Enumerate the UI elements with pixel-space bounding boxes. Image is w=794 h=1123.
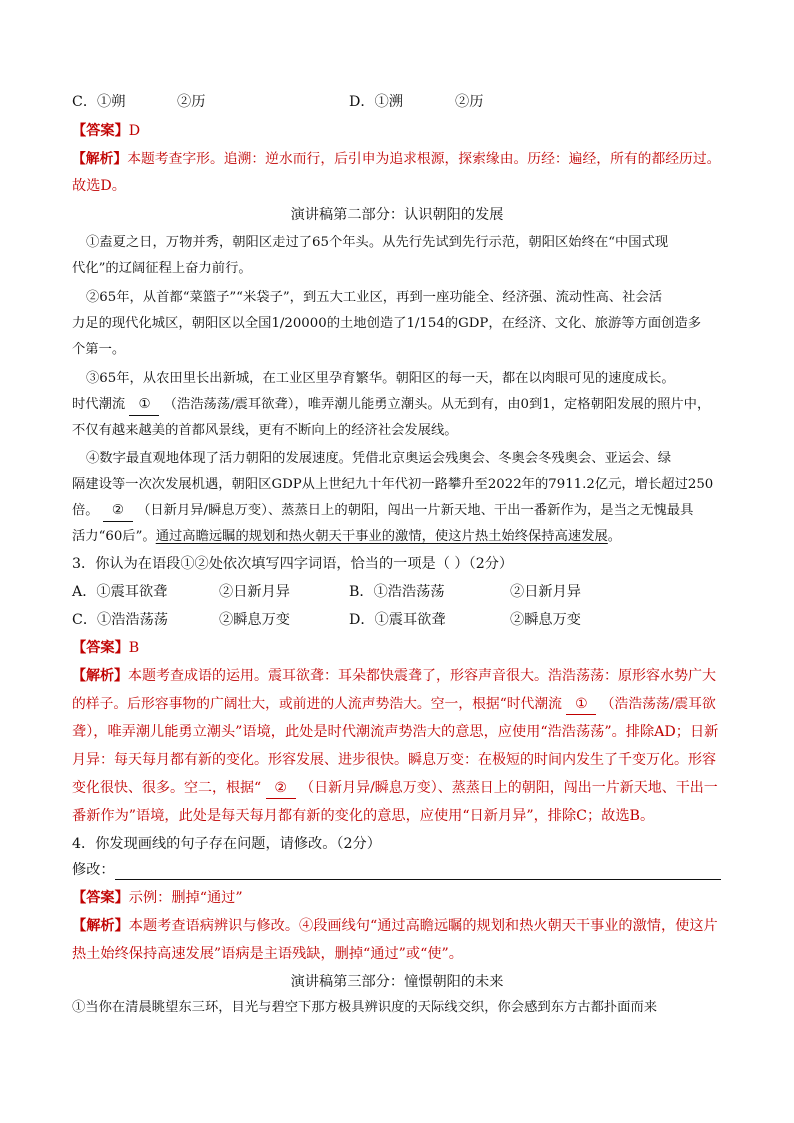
part3-title: 演讲稿第三部分：憧憬朝阳的未来: [290, 974, 504, 990]
blank-2: ②: [103, 501, 133, 522]
passage-p2-line2: 力足的现代化城区，朝阳区以全国1/20000的土地创造了1/154的GDP，在经济、文化、旅游等方面创造多: [72, 316, 702, 331]
q3-option-c-2: ②瞬息万变: [219, 612, 290, 628]
q3-option-d: D．①震耳欲聋: [349, 612, 446, 628]
passage-p4-line2: 隔建设等一次次发展机遇，朝阳区GDP从上世纪九十年代初一路攀升至2022年的7911.2亿元，增长超过250: [72, 477, 714, 492]
q4-analysis-line1: 【解析】本题考查语病辨识与修改。④段画线句“通过高瞻远瞩的规划和热火朝天干事业的激情，使这片: [72, 918, 718, 934]
q3-option-c: C．①浩浩荡荡: [72, 612, 168, 628]
q3-option-a-2: ②日新月异: [219, 584, 290, 600]
option-c: C．①朔: [72, 94, 126, 110]
q2-analysis-line1: 【解析】本题考查字形。追溯：逆水而行，后引申为追求根源，探索缘由。历经：遍经，所有的都经历过。: [72, 151, 721, 167]
q2-analysis-line2: 故选D。: [72, 178, 126, 194]
option-d: D．①溯: [349, 94, 403, 110]
option-d-2: ②历: [455, 94, 484, 110]
q3-analysis-line3: 聋），唯弄潮儿能勇立潮头”语境，此处是时代潮流声势浩大的意思，应使用“浩浩荡荡”。排除AD；日新: [72, 724, 719, 740]
analysis-blank-1: ①: [566, 694, 596, 715]
q3-option-b: B．①浩浩荡荡: [349, 584, 445, 600]
q3-analysis-line1: 【解析】本题考查成语的运用。震耳欲聋：耳朵都快震聋了，形容声音很大。浩浩荡荡：原形容水势广大: [72, 668, 716, 684]
underlined-sentence: 通过高瞻远瞩的规划和热火朝天干事业的激情，使这片热土始终保持高速发展: [155, 529, 608, 544]
q3-analysis-line6: 番新作为”语境，此处是每天每月都有新的变化的意思，应使用“日新月异”，排除C；故选B。: [72, 808, 655, 824]
passage-p4-line1: ④数字最直观地体现了活力朝阳的发展速度。凭借北京奥运会残奥会、冬奥会冬残奥会、亚运会、绿: [86, 451, 672, 466]
q3-analysis-line5: 变化很快、很多。空二，根据“ ② （日新月异/瞬息万变）、蒸蒸日上的朝阳，闯出一片新天地、干出一: [72, 778, 718, 799]
passage-p4-line3: 倍。 ② （日新月异/瞬息万变）、蒸蒸日上的朝阳，闯出一片新天地、干出一番新作为，是当之无愧最具: [72, 501, 693, 522]
passage-p2-line1: ②65年，从首都“菜篮子”“米袋子”，到五大工业区，再到一座功能全、经济强、流动性高、社会活: [86, 290, 662, 305]
q4-answer: 【答案】示例：删掉“通过”: [72, 890, 243, 906]
passage-p3-line3: 不仅有越来越美的首都风景线，更有不断向上的经济社会发展线。: [72, 423, 458, 438]
passage-p1-line1: ①盍夏之日，万物并秀，朝阳区走过了65个年头。从先行先试到先行示范，朝阳区始终在“中国式现: [86, 235, 669, 250]
analysis-blank-2: ②: [266, 778, 296, 799]
option-c-2: ②历: [177, 94, 206, 110]
passage-p3-line2: 时代潮流 ① （浩浩荡荡/震耳欲聋），唯弄潮儿能勇立潮头。从无到有，由0到1，定格朝阳发展的照片中，: [72, 395, 710, 416]
part3-paragraph-1: ①当你在清晨眺望东三环，目光与碧空下那方极具辨识度的天际线交织，你会感到东方古都扑面而来: [72, 1000, 658, 1015]
q3-option-a: A．①震耳欲聋: [72, 584, 168, 600]
q4-analysis-line2: 热土始终保持高速发展”语病是主语残缺，删掉“通过”或“使”。: [72, 946, 463, 962]
passage-p4-line4: 活力“60后”。通过高瞻远瞩的规划和热火朝天干事业的激情，使这片热土始终保持高速发展。: [72, 529, 622, 544]
q3-stem: 3．你认为在语段①②处依次填写四字词语，恰当的一项是（ ）（2分）: [72, 556, 514, 572]
answer-line[interactable]: [115, 864, 721, 880]
q3-option-d-2: ②瞬息万变: [510, 612, 581, 628]
passage-p1-line2: 代化”的辽阔征程上奋力前行。: [72, 261, 252, 276]
q3-analysis-line4: 月异：每天每月都有新的变化。形容发展、进步很快。瞬息万变：在极短的时间内发生了千变万化。形容: [72, 752, 716, 768]
q3-option-b-2: ②日新月异: [510, 584, 581, 600]
q4-fix-row: [72, 860, 721, 880]
q3-answer: 【答案】B: [72, 640, 140, 656]
q4-fix-label: 修改：: [72, 862, 115, 878]
q4-stem: 4．你发现画线的句子存在问题，请修改。（2分）: [72, 836, 381, 852]
passage-p3-line1: ③65年，从农田里长出新城，在工业区里孕育繁华。朝阳区的每一天，都在以肉眼可见的速度成长。: [86, 371, 675, 386]
part2-title: 演讲稿第二部分：认识朝阳的发展: [290, 207, 504, 223]
q2-answer: 【答案】D: [72, 123, 141, 139]
q3-analysis-line2: 的样子。后形容事物的广阔壮大，或前进的人流声势浩大。空一，根据“时代潮流 ① （浩浩荡荡/震耳欲: [72, 694, 716, 715]
passage-p2-line3: 个第一。: [72, 342, 126, 357]
blank-1: ①: [129, 395, 159, 416]
